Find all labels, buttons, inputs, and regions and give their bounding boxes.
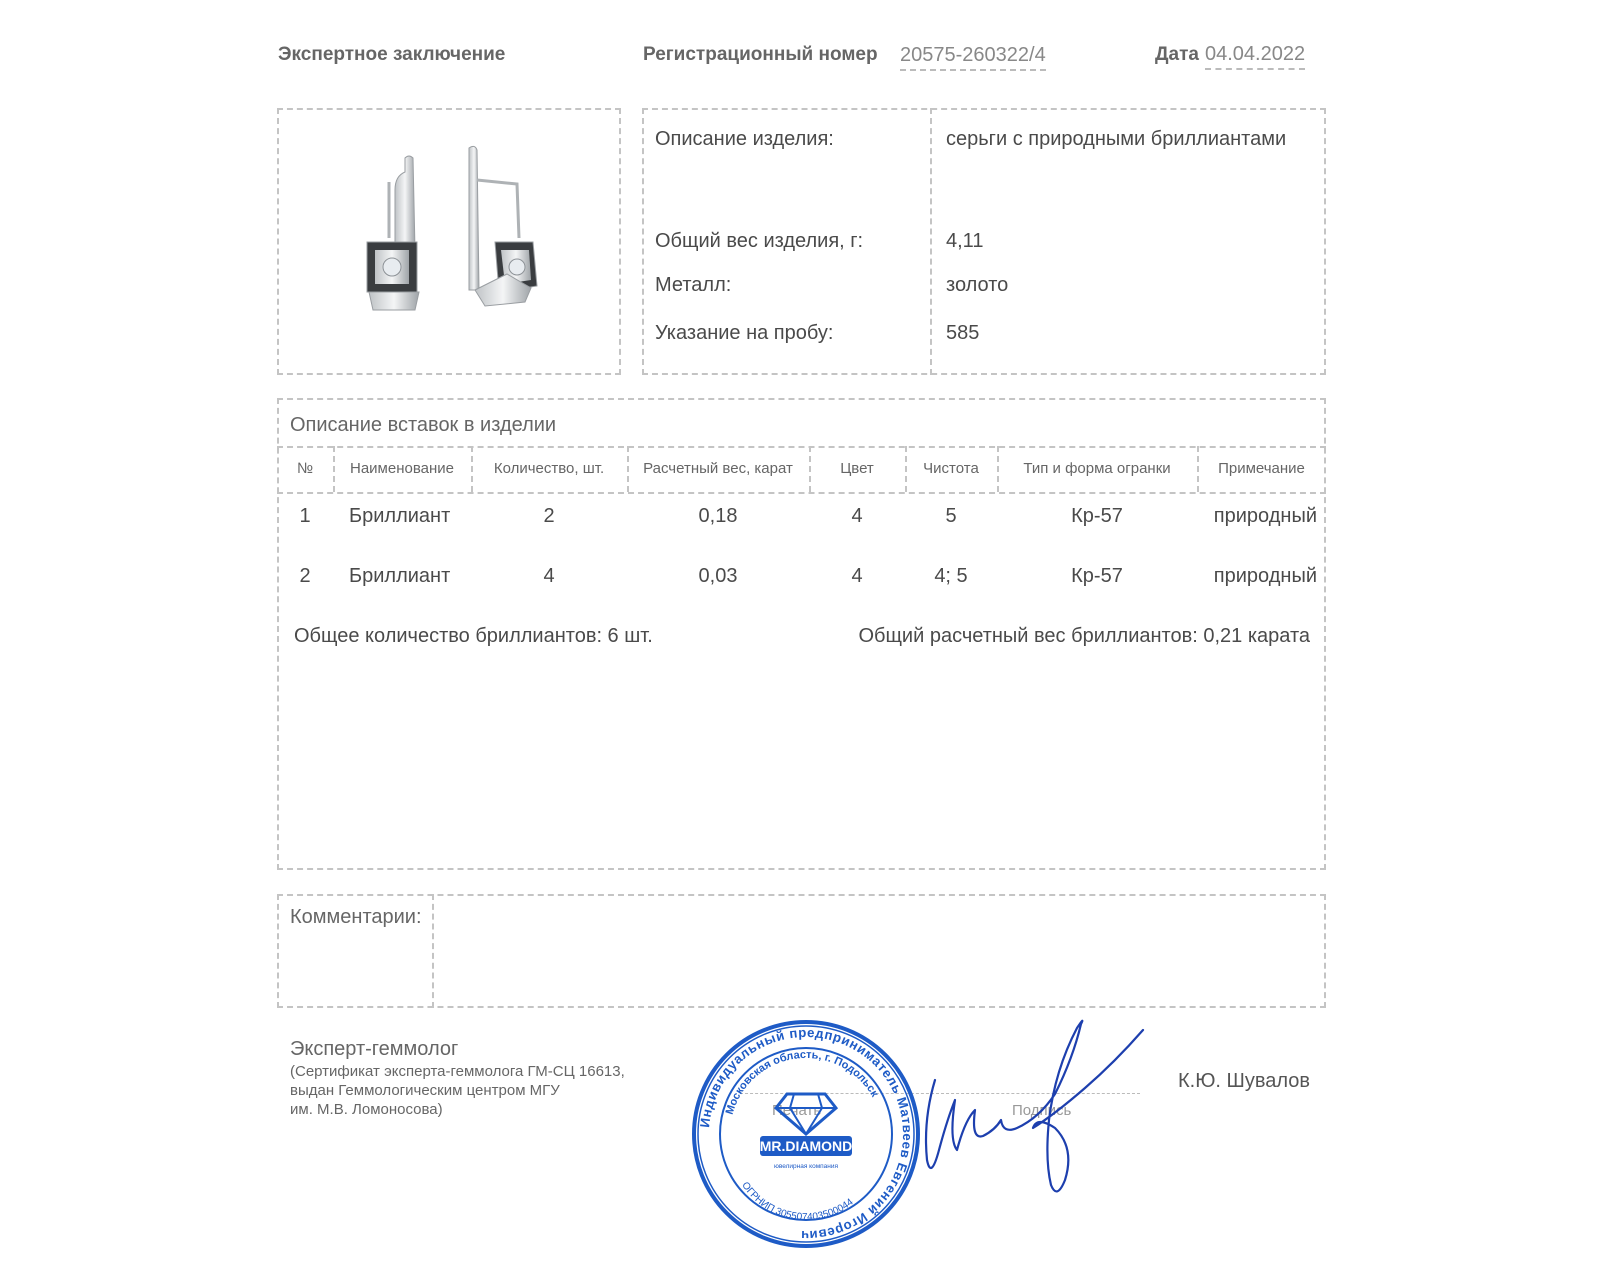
comments-divider bbox=[432, 894, 434, 1008]
date-value: 04.04.2022 bbox=[1205, 43, 1305, 70]
total-count: Общее количество бриллиантов: 6 шт. bbox=[294, 625, 653, 647]
comments-label: Комментарии: bbox=[290, 906, 422, 928]
table-row bbox=[277, 505, 1326, 535]
table-row bbox=[277, 565, 1326, 595]
comments-box bbox=[277, 894, 1326, 1008]
col-divider bbox=[997, 446, 999, 492]
cell-color: 4 bbox=[851, 505, 863, 527]
cell-note: природный bbox=[1213, 505, 1317, 527]
expert-certificate-note bbox=[290, 1062, 625, 1119]
col-header-clarity: Чистота bbox=[923, 460, 979, 477]
col-divider bbox=[333, 446, 335, 492]
reg-number-label: Регистрационный номер bbox=[643, 44, 878, 65]
diamond-icon bbox=[776, 1094, 836, 1134]
product-column-divider bbox=[930, 108, 932, 375]
cell-number: 2 bbox=[299, 565, 311, 587]
date-label: Дата bbox=[1155, 44, 1199, 65]
col-divider bbox=[905, 446, 907, 492]
product-label-assay: Указание на пробу: bbox=[655, 322, 834, 344]
col-divider bbox=[627, 446, 629, 492]
cell-cut: Кр-57 bbox=[1071, 565, 1123, 587]
cell-color: 4 bbox=[851, 565, 863, 587]
cell-clarity: 5 bbox=[945, 505, 957, 527]
product-label-description: Описание изделия: bbox=[655, 128, 834, 150]
col-divider bbox=[809, 446, 811, 492]
earrings-image bbox=[279, 110, 619, 373]
stamp-brand-sub: ювелирная компания bbox=[773, 1163, 839, 1170]
document-title: Экспертное заключение bbox=[278, 44, 506, 65]
cell-note: природный bbox=[1213, 565, 1317, 587]
stamp-ogrnip: ОГРНИП 305507403500044 bbox=[739, 1180, 856, 1224]
stamp-inner-text: Московская область, г. Подольск bbox=[723, 1048, 881, 1117]
expert-name: К.Ю. Шувалов bbox=[1178, 1070, 1311, 1092]
cell-weight: 0,18 bbox=[698, 505, 738, 527]
col-header-quantity: Количество, шт. bbox=[493, 460, 605, 477]
product-image-box bbox=[277, 108, 621, 375]
total-weight: Общий расчетный вес бриллиантов: 0,21 карата bbox=[858, 625, 1310, 647]
cell-quantity: 2 bbox=[543, 505, 555, 527]
stamp-brand: MR.DIAMOND bbox=[759, 1138, 853, 1154]
product-value-assay: 585 bbox=[946, 322, 980, 344]
cell-name: Бриллиант bbox=[349, 505, 451, 527]
cell-quantity: 4 bbox=[543, 565, 555, 587]
inserts-header-row bbox=[277, 446, 1326, 492]
cell-cut: Кр-57 bbox=[1071, 505, 1123, 527]
col-header-name: Наименование bbox=[350, 460, 454, 477]
signature-label: Подпись bbox=[1012, 1102, 1072, 1119]
col-header-number: № bbox=[296, 460, 314, 477]
inserts-header-bottom-line bbox=[277, 492, 1326, 494]
inserts-title: Описание вставок в изделии bbox=[290, 414, 557, 436]
col-header-note: Примечание bbox=[1218, 460, 1305, 477]
product-value-metal: золото bbox=[946, 274, 1009, 296]
product-value-description: серьги с природными бриллиантами bbox=[946, 128, 1287, 150]
col-header-color: Цвет bbox=[840, 460, 874, 477]
stamp-outer-text: Индивидуальный предприниматель Матвеев Евгений Игоревич bbox=[697, 1024, 916, 1244]
cell-name: Бриллиант bbox=[349, 565, 451, 587]
reg-number-value: 20575-260322/4 bbox=[900, 44, 1046, 71]
expert-note-line: выдан Геммологическим центром МГУ bbox=[290, 1082, 560, 1099]
company-stamp bbox=[690, 1018, 922, 1250]
stamp-label: Печать bbox=[772, 1102, 822, 1119]
col-header-weight: Расчетный вес, карат bbox=[643, 460, 793, 477]
expert-note-line: им. М.В. Ломоносова) bbox=[290, 1101, 443, 1118]
product-label-weight: Общий вес изделия, г: bbox=[655, 230, 864, 252]
cell-clarity: 4; 5 bbox=[934, 565, 968, 587]
product-label-metal: Металл: bbox=[655, 274, 732, 296]
product-value-weight: 4,11 bbox=[946, 230, 984, 252]
col-divider bbox=[1197, 446, 1199, 492]
expert-title: Эксперт-геммолог bbox=[290, 1038, 459, 1060]
col-header-cut: Тип и форма огранки bbox=[1023, 460, 1171, 477]
handwritten-signature bbox=[905, 1010, 1175, 1200]
cell-weight: 0,03 bbox=[698, 565, 738, 587]
col-divider bbox=[471, 446, 473, 492]
expert-note-line: (Сертификат эксперта-геммолога ГМ-СЦ 16613, bbox=[290, 1063, 625, 1080]
cell-number: 1 bbox=[299, 505, 311, 527]
